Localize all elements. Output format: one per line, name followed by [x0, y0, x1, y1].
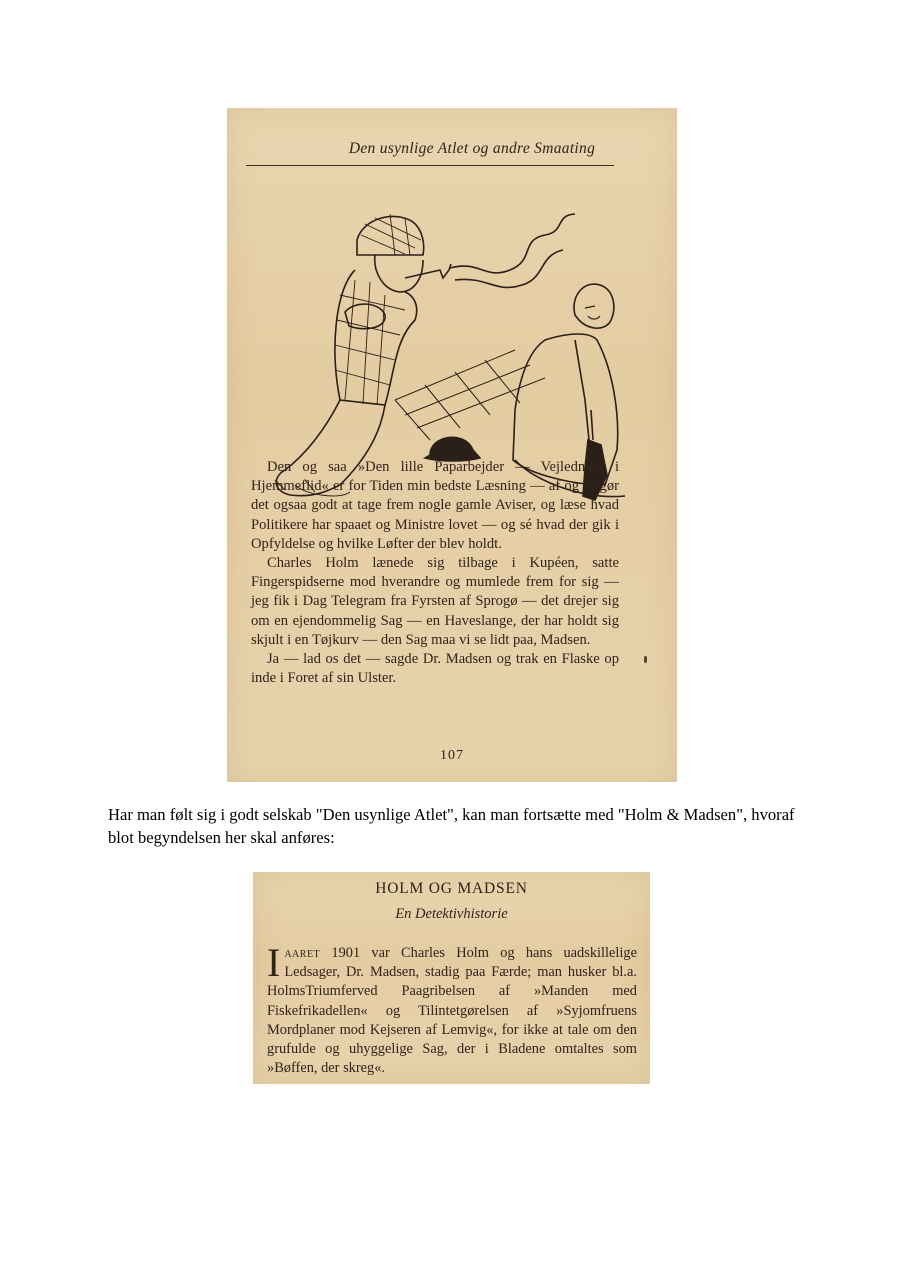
chapter-subtitle: En Detektivhistorie [395, 906, 508, 922]
drop-cap: I [267, 940, 281, 985]
book-page-scan-top [227, 108, 677, 782]
book-paragraph: Ja — lad os det — sagde Dr. Madsen og trak en Flaske op inde i Foret af sin Ulster. [251, 651, 619, 687]
paper-speck [644, 656, 647, 663]
page-number: 107 [440, 748, 464, 763]
book-paragraph: Charles Holm lænede sig tilbage i Kupéen, satte Fingerspidserne mod hverandre og mumlede frem for sig — jeg fik i Dag Telegram fra Fyrsten af Sprogø — det drejer sig om en ejendommelig Sag — en Haveslange, der har holdt sig skjult i en Tøjkurv — den Sag maa vi se lidt paa, Madsen. [251, 555, 619, 648]
running-head: Den usynlige Atlet og andre Smaating [348, 140, 596, 157]
caption-text: Har man følt sig i godt selskab "Den usynlige Atlet", kan man fortsætte med "Holm & Madsen", hvoraf blot begyndelsen her skal anføres: [108, 805, 795, 847]
header-rule [246, 165, 614, 166]
book-paragraph: Den og saa »Den lille Paparbejder — Vejledning i Hjemmeflid« er for Tiden min bedste Læsning — af og til gør det ogsaa godt at tage frem nogle gamle Aviser, og læse hvad Politikere har spaaet og Ministre lovet — og sé hvad der gik i Opfyldelse og hvilke Løfter der blev holdt. [251, 459, 619, 552]
book-body-text [251, 458, 619, 688]
chapter-paragraph: 1901 var Charles Holm og hans uadskillelige Ledsager, Dr. Madsen, stadig paa Færde; man husker bl.a. HolmsTriumferved Paagribelsen af »Manden med Fiskefrikadellen« og Tilintetgørelsen af »Syjomfruens Mordplaner mod Kejseren af Lemvig«, for ikke at tale om den grufulde og uhyggelige Sag, der i Bladene omtaltes som »Bøffen, der skreg«. [267, 945, 637, 1077]
chapter-body-text [267, 940, 637, 1078]
book-page-scan-bottom [253, 872, 650, 1084]
lead-small-caps: aaret [284, 945, 321, 961]
chapter-title: HOLM OG MADSEN [375, 880, 528, 897]
